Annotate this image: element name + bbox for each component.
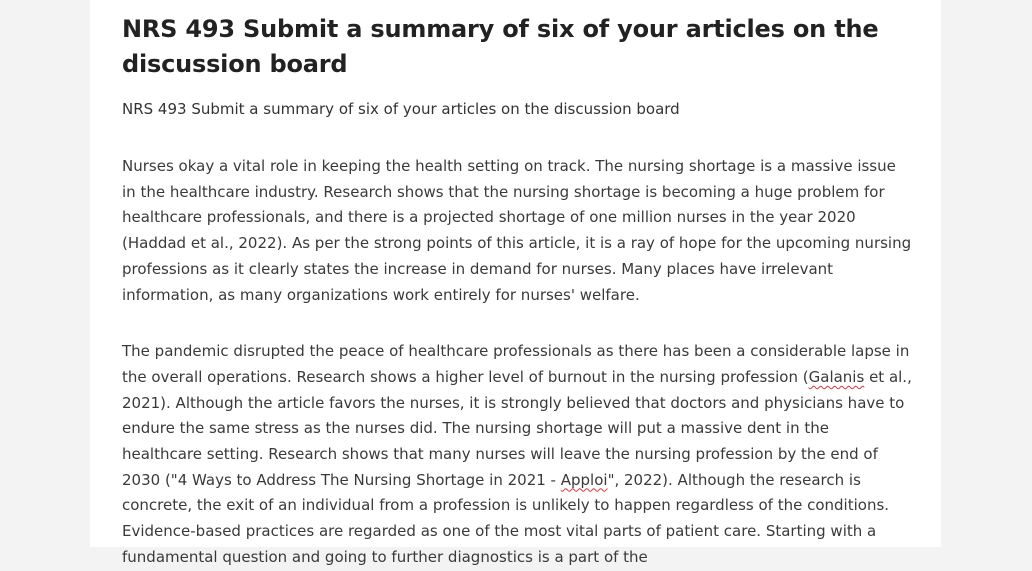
misspelled-word-apploi: Apploi: [560, 470, 608, 489]
paragraph-2-text-c: ", 2022). Although the research is concrete, the exit of an individual from a profession is unlikely to happen regardless of the conditions. Evidence-based practices are regarded as one of the most vital parts of patient care. Starting with a fundamental question and going to further diagnostics is a part of the: [122, 470, 890, 566]
article-body: [122, 12, 912, 571]
paragraph-2-text-b: et al., 2021). Although the article favors the nurses, it is strongly believed that doctors and physicians have to endure the same stress as the nurses did. The nursing shortage will put a massive dent in the healthcare setting. Research shows that many nurses will leave the nursing profession by the end of 2030 ("4 Ways to Address The Nursing Shortage in 2021 -: [122, 367, 912, 489]
article-subtitle: NRS 493 Submit a summary of six of your articles on the discussion board: [122, 100, 680, 118]
page-title: NRS 493 Submit a summary of six of your articles on the discussion board: [122, 15, 879, 78]
paragraph-1: Nurses okay a vital role in keeping the health setting on track. The nursing shortage is a massive issue in the healthcare industry. Research shows that the nursing shortage is becoming a huge problem for healthcare professionals, and there is a projected shortage of one million nurses in the year 2020 (Haddad et al., 2022). As per the strong points of this article, it is a ray of hope for the upcoming nursing professions as it clearly states the increase in demand for nurses. Many places have irrelevant information, as many organizations work entirely for nurses' welfare.: [122, 157, 912, 304]
misspelled-word-galanis: Galanis: [808, 367, 865, 386]
paragraph-2: [122, 339, 912, 570]
paragraph-2-text-a: The pandemic disrupted the peace of healthcare professionals as there has been a considerable lapse in the overall operations. Research shows a higher level of burnout in the nursing profession (: [122, 342, 910, 386]
document-page: [90, 0, 941, 566]
